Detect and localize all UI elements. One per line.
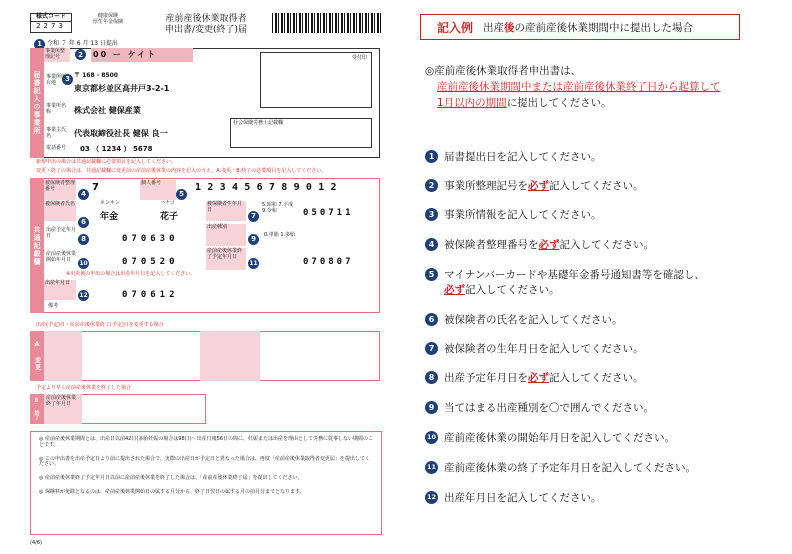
instruction-item-9 bbox=[425, 401, 654, 416]
insurance-org: 健康保険 厚生年金保険 bbox=[93, 13, 124, 25]
example-title: 出産後の産前産後休業期間中に提出した場合 bbox=[483, 21, 694, 34]
marker-10: 10 bbox=[79, 260, 88, 267]
footer-note-2: ◎ この申出書を出産予定日より前に提出された場合で、実際の出産日が予定日と異なった場合は、再度「産前産後休業取得者変更届」を提出してください。 bbox=[39, 455, 370, 468]
number-marker: 8 bbox=[425, 371, 438, 384]
section-b-title: 予定より早く産前産後休業を終了した場合 bbox=[36, 385, 132, 391]
page-code: (4/6) bbox=[30, 540, 42, 546]
postal-code: 〒 168 - 8500 bbox=[74, 72, 118, 79]
birthdate-label: 被保険者生年月日 bbox=[206, 201, 246, 221]
insured-name-label: 被保険者氏名 bbox=[44, 201, 76, 221]
number-marker: 9 bbox=[425, 401, 438, 414]
footer-note-1: ◎ 産前産後休業期間とは、出産日以前42日(多胎妊娠の場合は98日)～出産日後56日の間に、妊娠または出産を理由として労務に従事しない期間のことです。 bbox=[39, 436, 373, 448]
office-code[interactable]: 00 ー ケイト bbox=[93, 50, 158, 59]
marker-9: 9 bbox=[248, 234, 259, 245]
marker-7-wrap bbox=[248, 203, 259, 222]
birth-type-options: 0.単胎 1.多胎 bbox=[264, 232, 296, 238]
change-label-cell-2 bbox=[200, 331, 260, 381]
instruction-text: 出産予定年月日を必ず記入してください。 bbox=[444, 372, 644, 384]
number-marker: 12 bbox=[425, 491, 438, 504]
birth-date-actual: 070612 bbox=[122, 290, 179, 300]
instruction-text: 事業所情報を記入してください。 bbox=[444, 209, 602, 221]
example-header bbox=[420, 14, 740, 40]
instruction-text: マイナンバーカードや基礎年金番号通知書等を確認し、 必ず記入してください。 bbox=[444, 269, 705, 297]
number-marker: 6 bbox=[425, 313, 438, 326]
must-emphasis: 必ず bbox=[528, 372, 549, 384]
instruction-text: 出産年月日を記入してください。 bbox=[444, 492, 602, 504]
office-code-row bbox=[75, 49, 157, 60]
marker-2: 2 bbox=[75, 49, 86, 60]
example-tag: 記入例 bbox=[437, 20, 474, 35]
marker-7: 7 bbox=[248, 211, 259, 222]
number-marker: 5 bbox=[425, 268, 438, 281]
number-marker: 1 bbox=[425, 150, 438, 163]
office-address-label: 事業所所在地 bbox=[46, 74, 67, 86]
number-marker: 4 bbox=[425, 238, 438, 251]
due-date-label: 出産予定年月日 bbox=[46, 227, 77, 239]
marker-12: 12 bbox=[79, 292, 88, 299]
insured-number-label: 被保険者整理番号 bbox=[44, 180, 76, 200]
marker-6: 6 bbox=[78, 217, 89, 228]
instruction-item-11 bbox=[425, 461, 696, 476]
birth-era: 5.昭和 7.平成 9.令和 bbox=[262, 202, 294, 214]
note-new: 新規申出の場合は共通記載欄に必要項目を記入してください。 bbox=[36, 159, 177, 165]
instruction-text: 被保険者の生年月日を記入してください。 bbox=[444, 343, 644, 355]
birth-note: ※出産後の申出の場合は出産年月日を記入してください。 bbox=[66, 271, 196, 277]
instruction-item-12 bbox=[425, 491, 602, 506]
common-side-label: 共通記載欄 bbox=[30, 178, 44, 313]
footer-note-3: ◎ 産前産後休業終了予定年月日以前に産前産後休業を終了した場合は、「産前産後休業終了届」を提出してください。 bbox=[39, 475, 303, 481]
intro-text: ◎産前産後休業取得者申出書は、 産前産後休業期間中または産前産後休業終了日から起算して 1月以内の期間に提出してください。 bbox=[425, 65, 721, 109]
instruction-text: 産前産後休業の開始年月日を記入してください。 bbox=[444, 432, 675, 444]
section-a-title: 出産(予定)日・産前産後休業終了(予定)日を変更する場合 bbox=[36, 322, 164, 328]
must-emphasis: 必ず bbox=[538, 239, 560, 251]
sharoushi-box bbox=[230, 118, 372, 148]
kana-last: ネンキン bbox=[100, 200, 120, 206]
marker-5-wrap bbox=[176, 181, 187, 200]
phone-number: 03 （ 1234 ） 5678 bbox=[80, 145, 153, 153]
must-emphasis: 必ず bbox=[444, 284, 465, 297]
marker-10-wrap bbox=[78, 250, 89, 269]
end-side-label: B 終了 bbox=[30, 394, 44, 424]
office-side-label: 届書記入の事業所 bbox=[30, 48, 44, 158]
marker-8: 8 bbox=[78, 234, 89, 245]
must-emphasis: 必ず bbox=[528, 180, 549, 192]
number-marker: 7 bbox=[425, 342, 438, 355]
instruction-item-6 bbox=[425, 313, 623, 328]
form-code: 2273 bbox=[36, 21, 66, 30]
marker-1: 1 bbox=[34, 39, 45, 50]
sharoushi-label: 社会保険労務士記載欄 bbox=[233, 120, 284, 126]
insured-number: 7 bbox=[92, 182, 99, 193]
instruction-item-7 bbox=[425, 342, 644, 357]
instruction-item-3 bbox=[425, 208, 602, 223]
number-marker: 2 bbox=[425, 179, 438, 192]
instruction-item-2 bbox=[425, 179, 644, 194]
marker-11: 11 bbox=[249, 260, 258, 267]
note-change: 変更・終了の場合は、共通記載欄に変更前の産前産後休業の内容を記入のうえ、A.変更・B.終了の必要項目を記入してください。 bbox=[36, 168, 327, 174]
name-last: 年金 bbox=[100, 212, 119, 222]
office-address: 東京都杉並区高井戸3-2-1 bbox=[74, 84, 170, 93]
office-name: 株式会社 健保産業 bbox=[74, 106, 141, 115]
instruction-item-10 bbox=[425, 431, 675, 446]
instruction-item-5 bbox=[425, 268, 705, 298]
start-date-label: 産前産後休業開始年月日 bbox=[46, 251, 77, 263]
phone-label: 電話番号 bbox=[46, 145, 67, 151]
marker-9-wrap bbox=[248, 226, 259, 245]
end-date: 070807 bbox=[303, 257, 354, 267]
kana-first: ハナコ bbox=[160, 200, 175, 206]
office-code-label: 事業所整理記号 bbox=[44, 48, 70, 62]
instruction-text: 産前産後休業の終了予定年月日を記入してください。 bbox=[444, 462, 696, 474]
number-marker: 10 bbox=[425, 431, 438, 444]
change-label-cell bbox=[44, 331, 82, 381]
footer-notes bbox=[30, 431, 382, 535]
marker-8-wrap bbox=[78, 226, 89, 245]
mynumber-label: 個人番号 bbox=[140, 180, 176, 200]
marker-4-wrap bbox=[78, 181, 89, 200]
instruction-item-1 bbox=[425, 150, 602, 165]
name-first: 花子 bbox=[160, 212, 179, 222]
marker-5: 5 bbox=[176, 189, 187, 200]
instruction-text: 事業所整理記号を必ず記入してください。 bbox=[444, 180, 644, 192]
footer-note-4: ◎ 保険料が免除となるのは、産前産後休業開始日の属する月分から、終了日翌日の属する月の前月分までとなります。 bbox=[39, 488, 305, 495]
instruction-item-4 bbox=[425, 238, 654, 253]
change-side-label: A 変更 bbox=[30, 331, 44, 381]
marker-4: 4 bbox=[78, 189, 89, 200]
form-title: 産前産後休業取得者 申出書/変更(終了)届 bbox=[165, 14, 248, 36]
instruction-text: 届書提出日を記入してください。 bbox=[444, 151, 602, 163]
office-name-label: 事業所名称 bbox=[46, 103, 67, 115]
barcode bbox=[272, 13, 382, 33]
mynumber: 123456789012 bbox=[195, 182, 343, 193]
marker-12-wrap bbox=[78, 282, 89, 301]
marker-3: 3 bbox=[62, 74, 73, 85]
number-marker: 11 bbox=[425, 461, 438, 474]
owner-label: 事業主氏名 bbox=[46, 127, 67, 139]
submit-date: 令和 ７ 年 6 月 13 日提出 bbox=[47, 40, 118, 48]
instruction-text: 被保険者整理番号を必ず記入してください。 bbox=[444, 239, 654, 251]
instruction-text: 被保険者の氏名を記入してください。 bbox=[444, 314, 623, 326]
marker-11-wrap bbox=[248, 250, 259, 269]
end-date-label: 産前産後休業終了予定年月日 bbox=[206, 248, 246, 270]
owner-name: 代表取締役社長 健保 良一 bbox=[74, 129, 168, 138]
remarks-label: 備考 bbox=[48, 303, 59, 309]
number-marker: 3 bbox=[425, 208, 438, 221]
end-field-label: 産前産後休業終了年月日 bbox=[44, 394, 82, 424]
form-code-label: 様式コード bbox=[31, 14, 71, 22]
form-code-box bbox=[30, 13, 72, 33]
receipt-stamp-box bbox=[260, 52, 372, 108]
due-date: 070630 bbox=[122, 234, 179, 244]
instruction-text: 当てはまる出産種別を〇で囲んでください。 bbox=[444, 402, 654, 414]
start-date: 070520 bbox=[122, 257, 179, 267]
birth-type-label: 出産種別 bbox=[206, 224, 246, 246]
instruction-item-8 bbox=[425, 371, 644, 386]
birth-date: 050711 bbox=[303, 208, 354, 218]
receipt-stamp-label: 受付印 bbox=[351, 55, 367, 61]
birth-date-actual-label: 出産年月日 bbox=[44, 280, 76, 300]
